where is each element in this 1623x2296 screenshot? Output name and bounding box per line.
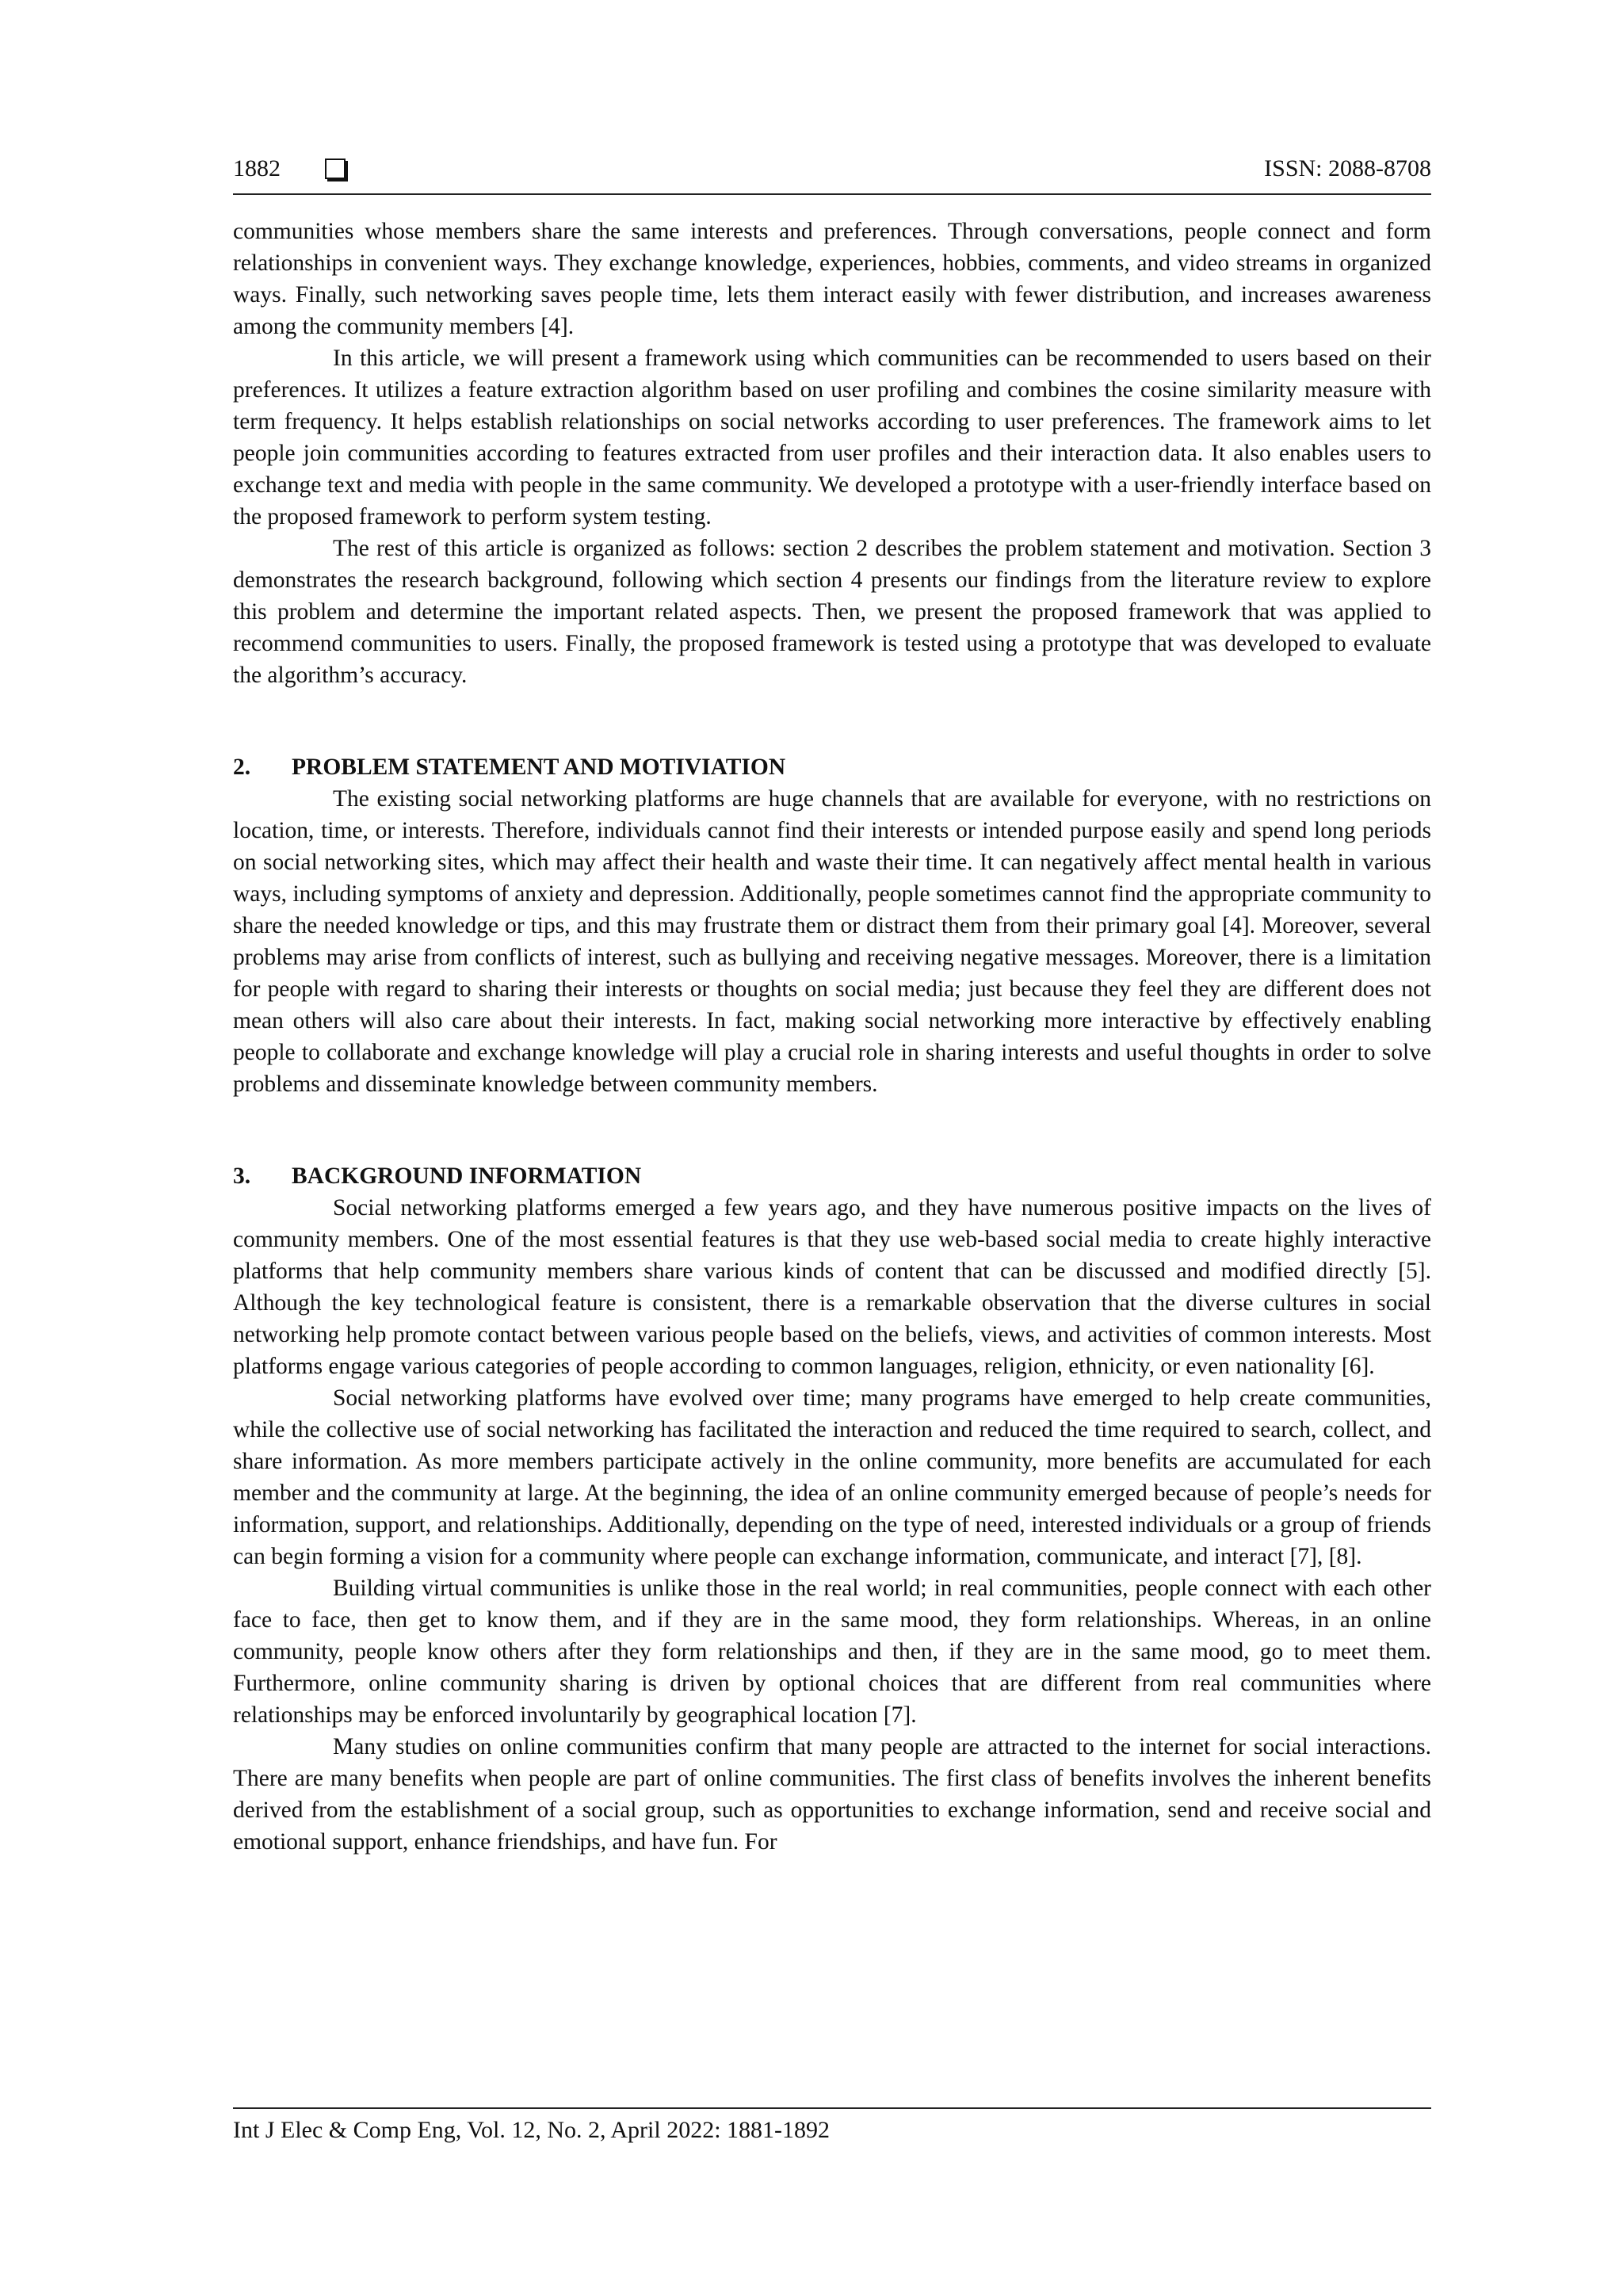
box-icon <box>325 159 346 179</box>
paragraph: In this article, we will present a framework using which communities can be recommended to users based on their preferences. It utilizes a feature extraction algorithm based on user profiling and combines the cosine similarity measure with term frequency. It helps establish relationships on social networks according to user preferences. The framework aims to let people join communities according to features extracted from user profiles and their interaction data. It also enables users to exchange text and media with people in the same community. We developed a prototype with a user-friendly interface based on the proposed framework to perform system testing. <box>233 346 1431 529</box>
paragraph: Social networking platforms have evolved over time; many programs have emerged to help create communities, while the collective use of social networking has facilitated the interaction and reduced the time required to search, collect, and share information. As more members participate actively in the online community, more benefits are accumulated for each member and the community at large. At the beginning, the idea of an online community emerged because of people’s needs for information, support, and relationships. Additionally, depending on the type of need, interested individuals or a group of friends can begin forming a vision for a community where people can exchange information, communicate, and interact [7], [8]. <box>233 1385 1431 1569</box>
paragraph: Many studies on online communities confirm that many people are attracted to the internet for social interactions. There are many benefits when people are part of online communities. The first class of benefits involves the inherent benefits derived from the establishment of a social group, such as opportunities to exchange information, send and receive social and emotional support, enhance friendships, and have fun. For <box>233 1734 1431 1855</box>
section-title: PROBLEM STATEMENT AND MOTIVIATION <box>292 755 786 780</box>
paragraph: Building virtual communities is unlike those in the real world; in real communities, people connect with each other face to face, then get to know them, and if they are in the same mood, they form relationships. Whereas, in an online community, people know others after they form relationships and then, if they are in the same mood, go to meet them. Furthermore, online community sharing is driven by optional choices that are different from real communities where relationships may be enforced involuntarily by geographical location [7]. <box>233 1576 1431 1728</box>
section-number: 2. <box>233 755 251 780</box>
page-footer <box>233 2107 1431 2144</box>
page-header <box>233 155 1431 195</box>
page-number: 1882 <box>233 155 281 181</box>
section-title: BACKGROUND INFORMATION <box>292 1163 642 1189</box>
paragraph: The existing social networking platforms are huge channels that are available for everyone, with no restrictions on location, time, or interests. Therefore, individuals cannot find their interests or intended purpose easily and spend long periods on social networking sites, which may affect their health and waste their time. It can negatively affect mental health in various ways, including symptoms of anxiety and depression. Additionally, people sometimes cannot find the appropriate community to share the needed knowledge or tips, and this may frustrate them or distract them from their primary goal [4]. Moreover, several problems may arise from conflicts of interest, such as bullying and receiving negative messages. Moreover, there is a limitation for people with regard to sharing their interests or thoughts on social media; just because they feel they are different does not mean others will also care about their interests. In fact, making social networking more interactive by effectively enabling people to collaborate and exchange knowledge will play a crucial role in sharing interests and useful thoughts in order to solve problems and disseminate knowledge between community members. <box>233 786 1431 1097</box>
journal-citation: Int J Elec & Comp Eng, Vol. 12, No. 2, April 2022: 1881-1892 <box>233 2117 831 2143</box>
paragraph: The rest of this article is organized as follows: section 2 describes the problem statement and motivation. Section 3 demonstrates the research background, following which section 4 presents our findings from the literature review to explore this problem and determine the important related aspects. Then, we present the proposed framework that was applied to recommend communities to users. Finally, the proposed framework is tested using a prototype that was developed to evaluate the algorithm’s accuracy. <box>233 536 1431 688</box>
paragraph: Social networking platforms emerged a few years ago, and they have numerous positive impacts on the lives of community members. One of the most essential features is that they use web-based social media to create highly interactive platforms that help community members share various kinds of content that can be discussed and modified directly [5]. Although the key technological feature is consistent, there is a remarkable observation that the diverse cultures in social networking help promote contact between various people based on the beliefs, views, and activities of common interests. Most platforms engage various categories of people according to common languages, religion, ethnicity, or even nationality [6]. <box>233 1195 1431 1379</box>
section-number: 3. <box>233 1163 251 1189</box>
paragraph: communities whose members share the same interests and preferences. Through conversations, people connect and form relationships in convenient ways. They exchange knowledge, experiences, hobbies, comments, and video streams in organized ways. Finally, such networking saves people time, lets them interact easily with fewer distribution, and increases awareness among the community members [4]. <box>233 219 1431 339</box>
article-body <box>233 216 1431 1858</box>
section-heading <box>233 751 1431 783</box>
section-heading <box>233 1160 1431 1192</box>
issn-label: ISSN: 2088-8708 <box>1264 155 1431 181</box>
